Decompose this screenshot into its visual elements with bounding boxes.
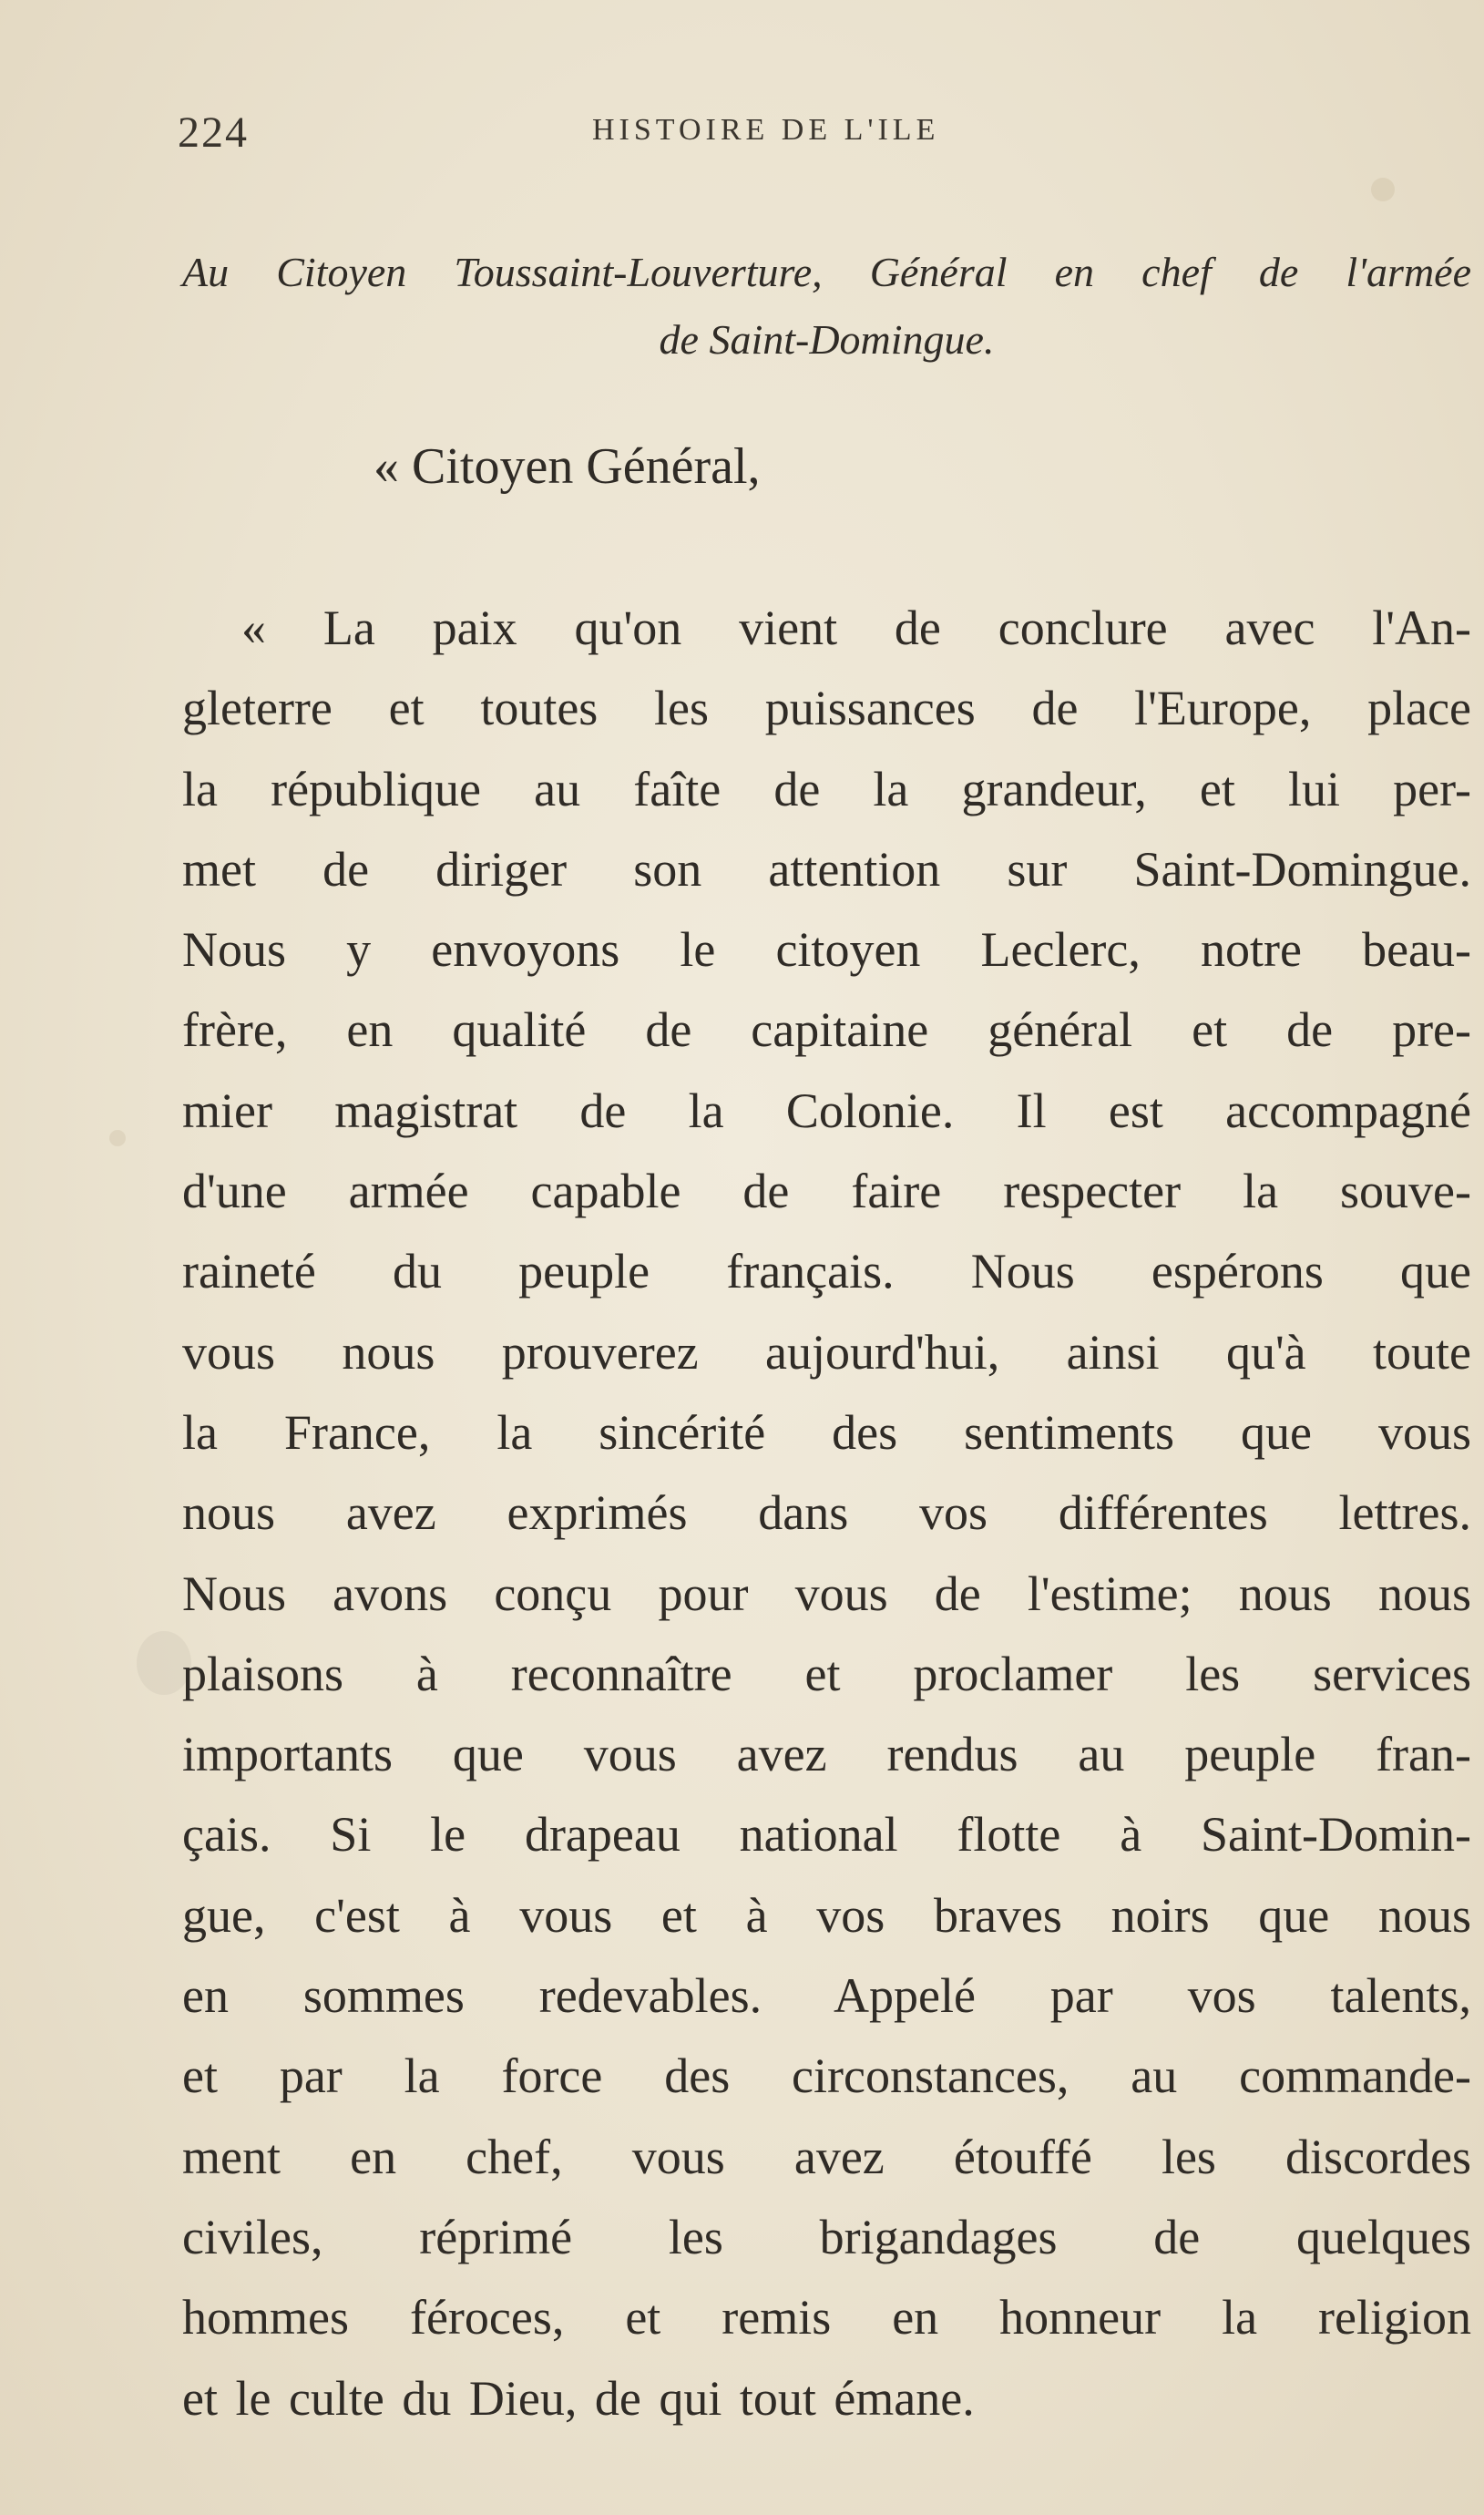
letter-line: et par la force des circonstances, au commande- <box>182 2048 1471 2104</box>
letter-line: met de diriger son attention sur Saint-Domingue. <box>182 841 1471 897</box>
letter-line: ment en chef, vous avez étouffé les discordes <box>182 2129 1471 2184</box>
letter-line: mier magistrat de la Colonie. Il est accompagné <box>182 1083 1471 1138</box>
letter-line: gleterre et toutes les puissances de l'Europe, place <box>182 681 1471 736</box>
letter-line: et le culte du Dieu, de qui tout émane. <box>182 2370 975 2426</box>
letter-line: la république au faîte de la grandeur, et lui per- <box>182 761 1471 816</box>
letter-body <box>182 588 1471 2438</box>
letter-line: importants que vous avez rendus au peuple fran- <box>182 1727 1471 1782</box>
page-number: 224 <box>178 108 249 157</box>
letter-line: en sommes redevables. Appelé par vos talents, <box>182 1968 1471 2024</box>
letter-line: Nous avons conçu pour vous de l'estime; nous nous <box>182 1565 1471 1621</box>
salutation: « Citoyen Général, <box>374 438 761 495</box>
letter-line: civiles, réprimé les brigandages de quelques <box>182 2209 1471 2264</box>
letter-line: gue, c'est à vous et à vos braves noirs que nous <box>182 1887 1471 1943</box>
letter-line: nous avez exprimés dans vos différentes lettres. <box>182 1485 1471 1541</box>
letter-line: Nous y envoyons le citoyen Leclerc, notre beau- <box>182 922 1471 978</box>
letter-line: la France, la sincérité des sentiments que vous <box>182 1404 1471 1460</box>
letter-line: raineté du peuple français. Nous espérons que <box>182 1244 1471 1299</box>
address-line-2: de Saint-Domingue. <box>659 316 995 363</box>
letter-address <box>182 239 1471 374</box>
paper-spot <box>109 1130 126 1146</box>
letter-line: « La paix qu'on vient de conclure avec l'An- <box>241 601 1471 655</box>
letter-line: çais. Si le drapeau national flotte à Saint-Domin- <box>182 1807 1471 1863</box>
letter-line: plaisons à reconnaître et proclamer les services <box>182 1646 1471 1701</box>
letter-line: d'une armée capable de faire respecter la souve- <box>182 1164 1471 1219</box>
letter-line: frère, en qualité de capitaine général et de pre- <box>182 1002 1471 1058</box>
running-head: HISTOIRE DE L'ILE <box>592 113 940 147</box>
letter-line: vous nous prouverez aujourd'hui, ainsi qu'à toute <box>182 1324 1471 1380</box>
paper-spot <box>1371 178 1395 201</box>
page-header <box>178 108 1471 162</box>
address-line-1: Au Citoyen Toussaint-Louverture, Général en chef de l'armée <box>182 249 1471 295</box>
letter-line: hommes féroces, et remis en honneur la religion <box>182 2290 1471 2346</box>
